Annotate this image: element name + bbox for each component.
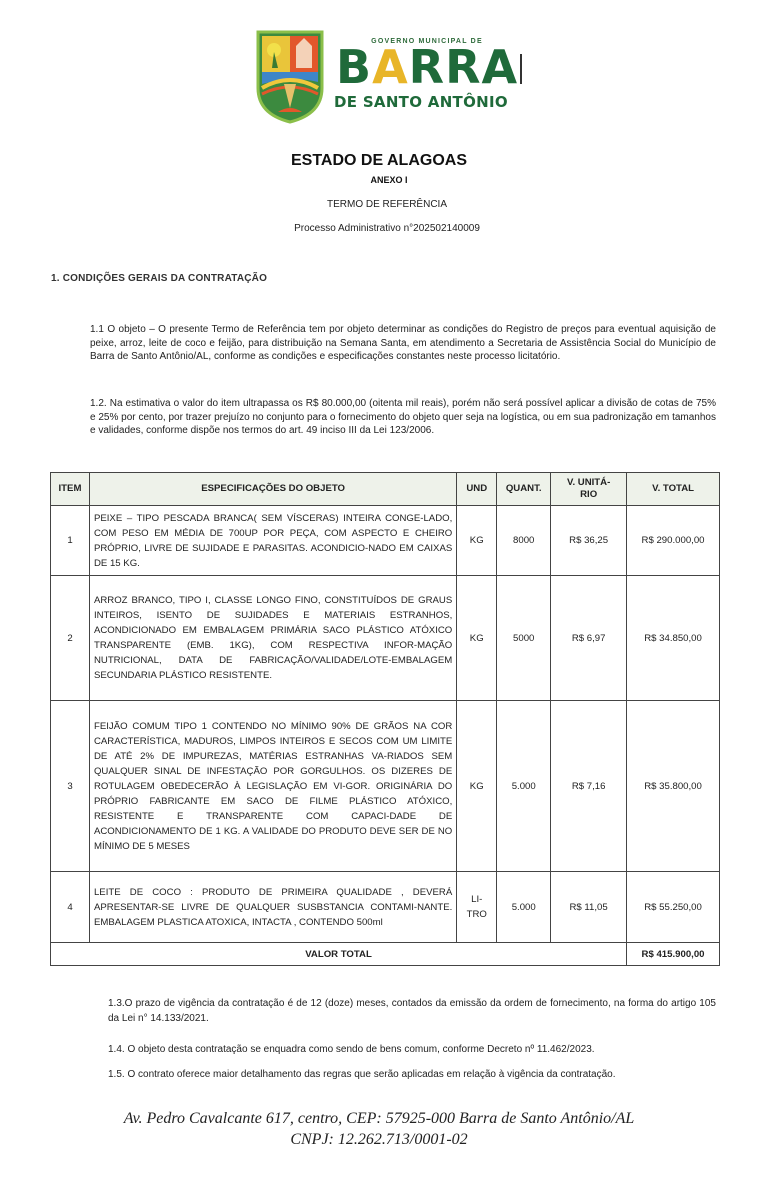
paragraph-1-2: 1.2. Na estimativa o valor do item ultrapassa os R$ 80.000,00 (oitenta mil reais), porém não será possível aplicar a divisão de cotas de 75% e 25% por cento, por trazer prejuízo no conjunto para o fornecimento do objeto quer seja na logística, ou em sua padronização em tamanhos e validades, conforme dispõe nos termos do art. 49 inciso III da Lei 123/2006.: [90, 398, 716, 436]
row-item: 2: [51, 576, 90, 701]
row-vunit: R$ 36,25: [551, 506, 627, 576]
row-vunit: R$ 6,97: [551, 576, 627, 701]
paragraph-1-1: 1.1 O objeto – O presente Termo de Referência tem por objeto determinar as condições do Registro de preços para eventual aquisição de peixe, arroz, leite de coco e feijão, para distribuição na Semana Santa, em atendimento a Secretaria de Assistência Social do Município de Barra de Santo Antônio/AL, conforme as condições e especificações constantes neste processo licitatório.: [90, 324, 716, 362]
row-quant: 8000: [497, 506, 551, 576]
row-quant: 5000: [497, 576, 551, 701]
logo-letter: R: [408, 40, 446, 94]
header-und: UND: [457, 473, 497, 506]
row-vunit: R$ 7,16: [551, 701, 627, 872]
table-row: [51, 506, 720, 576]
row-und: [457, 872, 497, 943]
header-vunit-line2: RIO: [580, 489, 598, 500]
total-row: [51, 943, 720, 966]
footer-cnpj: CNPJ: 12.262.713/0001-02: [290, 1131, 468, 1148]
logo-letter: B: [336, 40, 373, 94]
row-und-line2: TRO: [466, 909, 487, 920]
process-number: Processo Administrativo n°202502140009: [294, 223, 480, 234]
paragraph-1-5: 1.5. O contrato oferece maior detalhamento das regras que serão aplicadas em relação à vigência da contratação.: [108, 1069, 616, 1080]
row-vtotal: R$ 35.800,00: [627, 701, 720, 872]
state-heading: ESTADO DE ALAGOAS: [290, 152, 467, 169]
logo-subtitle: DE SANTO ANTÔNIO: [334, 93, 508, 111]
total-label: VALOR TOTAL: [51, 943, 627, 966]
table-row: [51, 576, 720, 701]
document-title: TERMO DE REFERÊNCIA: [326, 199, 447, 210]
logo-letter: A: [481, 40, 519, 94]
row-item: 1: [51, 506, 90, 576]
row-spec: LEITE DE COCO : PRODUTO DE PRIMEIRA QUALIDADE , DEVERÁ APRESENTAR-SE LIVRE DE QUALQUER SUSBSTANCIA CONTAMI-NANTE. EMBALAGEM PLASTICA ATOXICA, INTACTA , CONTENDO 500ml: [89, 872, 456, 943]
row-spec: FEIJÃO COMUM TIPO 1 CONTENDO NO MÍNIMO 90% DE GRÃOS NA COR CARACTERÍSTICA, MADUROS, LIMPOS INTEIROS E SECOS COM UM LIMITE DE ATÉ 2% DE IMPUREZAS, MATÉRIAS ESTRANHAS VA-RIADOS SEM QUALQUER SINAL DE INFESTAÇÃO POR GORGULHOS. OS DIZERES DE ROTULAGEM OBEDECERÃO À LEGISLAÇÃO EM VI-GOR. ORIGINÁRIA DO PRÓPRIO FABRICANTE EM SACO DE FILME PLÁSTICO ATÓXICO, RESISTENTE E TRANSPARENTE COM CAPACI-DADE DE ACONDICIONAMENTO DE 1 KG. A VALIDADE DO PRODUTO DEVE SER DE NO MÍNIMO DE 5 MESES: [89, 701, 456, 872]
logo-divider: [520, 54, 522, 84]
table-header-row: [51, 473, 720, 506]
table-row: [51, 872, 720, 943]
header-quant: QUANT.: [497, 473, 551, 506]
header-vunit: [551, 473, 627, 506]
logo-governo-text: GOVERNO MUNICIPAL DE: [371, 38, 483, 45]
row-vunit: R$ 11,05: [551, 872, 627, 943]
row-vtotal: R$ 34.850,00: [627, 576, 720, 701]
paragraph-1-4: 1.4. O objeto desta contratação se enquadra como sendo de bens comum, conforme Decreto nº 11.462/2023.: [108, 1044, 595, 1055]
footer-address: Av. Pedro Cavalcante 617, centro, CEP: 57925-000 Barra de Santo Antônio/AL: [123, 1110, 635, 1127]
table-row: [51, 701, 720, 872]
row-und: KG: [457, 701, 497, 872]
logo-letter: A: [372, 40, 409, 94]
total-value: R$ 415.900,00: [627, 943, 720, 966]
row-spec: ARROZ BRANCO, TIPO I, CLASSE LONGO FINO, CONSTITUÍDOS DE GRAUS INTEIROS, ISENTO DE SUJIDADES E MATERIAIS ESTRANHOS, ACONDICIONADO EM EMBALAGEM PRIMÁRIA SACO PLÁSTICO ATÓXICO TRANSPARENTE (EMB. 1KG), COM RESPECTIVA INFOR-MAÇÃO NUTRICIONAL, DATA DE FABRICAÇÃO/VALIDADE/LOTE-EMBALAGEM SECUNDARIA PLÁSTICO RESISTENTE.: [89, 576, 456, 701]
row-und: KG: [457, 506, 497, 576]
row-und: KG: [457, 576, 497, 701]
header-vtotal: V. TOTAL: [627, 473, 720, 506]
annex-heading: ANEXO I: [370, 175, 408, 185]
section-title: 1. CONDIÇÕES GERAIS DA CONTRATAÇÃO: [51, 273, 268, 284]
row-vtotal: R$ 290.000,00: [627, 506, 720, 576]
row-und-line1: LI-: [471, 894, 483, 905]
header-spec: ESPECIFICAÇÕES DO OBJETO: [89, 473, 456, 506]
paragraph-1-3: 1.3.O prazo de vigência da contratação é de 12 (doze) meses, contados da emissão da ordem de fornecimento, na forma do artigo 105 da Lei n° 14.133/2021.: [108, 998, 716, 1024]
row-vtotal: R$ 55.250,00: [627, 872, 720, 943]
row-quant: 5.000: [497, 872, 551, 943]
row-spec: PEIXE – TIPO PESCADA BRANCA( SEM VÍSCERAS) INTEIRA CONGE-LADO, COM PESO EM MÉDIA DE 700UP POR PEÇA, COM ASPECTO E CHEIRO PRÓPRIO, LIVRE DE SUJIDADE E PARASITAS. ACONDICIO-NADO EM CAIXAS DE 15 KG.: [89, 506, 456, 576]
items-table: [50, 472, 720, 966]
municipal-crest-logo: [254, 28, 326, 124]
row-item: 4: [51, 872, 90, 943]
header-vunit-line1: V. UNITÁ-: [566, 477, 611, 488]
logo-letter: R: [445, 40, 482, 94]
row-item: 3: [51, 701, 90, 872]
row-quant: 5.000: [497, 701, 551, 872]
header-item: ITEM: [51, 473, 90, 506]
